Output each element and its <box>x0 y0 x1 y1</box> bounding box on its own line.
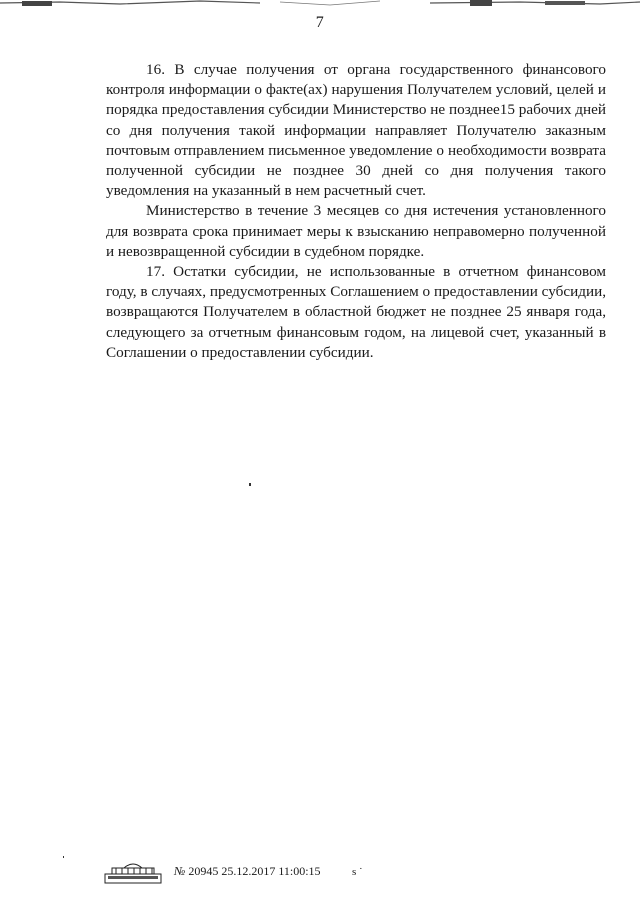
registration-details: 20945 25.12.2017 11:00:15 <box>188 864 321 878</box>
building-seal-icon <box>104 858 164 884</box>
scan-edge-noise <box>0 0 640 8</box>
stray-marks: s ˙ <box>352 866 363 878</box>
page-number: 7 <box>315 14 325 31</box>
scan-speck <box>63 856 64 858</box>
number-sign: № <box>174 864 186 878</box>
paragraph-17: 17. Остатки субсидии, не использованные в отчетном финансовом году, в случаях, предусмотренных Соглашением о предоставлении субсидии, возвращаются Получателем в областной бюджет не позднее 25 января года, следующего за отчетным финансовым годом, на лицевой счет, указанный в Соглашении о предоставлении субсидии. <box>106 263 606 361</box>
registration-stamp <box>104 858 344 886</box>
paragraph-16: 16. В случае получения от органа государственного финансового контроля информации о факте(ах) нарушения Получателем условий, целей и порядка предоставления субсидии Министерство не позднее15 рабочих дней со дня получения такой информации направляет Получателю заказным почтовым отправлением письменное уведомление о необходимости возврата полученной субсидии не позднее 30 дней со дня получения такого уведомления на указанный в нем расчетный счет. <box>106 61 606 200</box>
scan-speck <box>249 483 251 486</box>
document-body <box>106 60 606 363</box>
registration-number <box>174 864 321 879</box>
paragraph-ministry-recovery: Министерство в течение 3 месяцев со дня истечения установленного для возврата срока принимает меры к взысканию неправомерно полученной и невозвращенной субсидии в судебном порядке. <box>106 202 606 260</box>
